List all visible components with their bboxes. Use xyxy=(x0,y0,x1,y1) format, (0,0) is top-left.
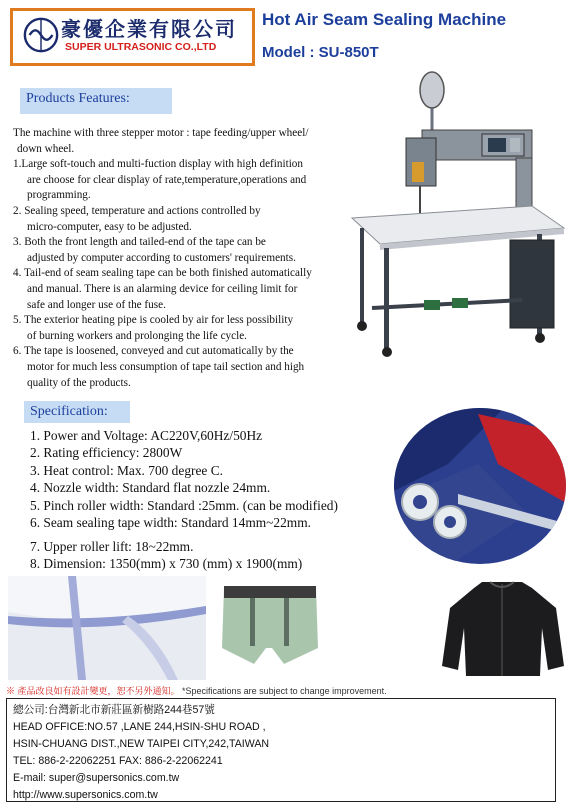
disclaimer-cn: ※ 產品改良如有設計變更，恕不另外通知。 xyxy=(6,686,180,696)
contact-line-address-cn: 總公司:台灣新北市新莊區新樹路244巷57號 xyxy=(13,704,215,716)
spec-item: 5. Pinch roller width: Standard :25mm. (can be modified) xyxy=(30,497,338,513)
specification-list-a xyxy=(30,427,390,531)
underwear-photo xyxy=(214,578,326,670)
contact-line-website[interactable]: http://www.supersonics.com.tw xyxy=(13,789,158,801)
spec-item: 3. Heat control: Max. 700 degree C. xyxy=(30,462,223,478)
spec-item: 1. Power and Voltage: AC220V,60Hz/50Hz xyxy=(30,428,263,443)
feature-item-3-cont: adjusted by computer according to customers' requirements. xyxy=(27,251,296,264)
company-logo xyxy=(10,8,255,66)
feature-item-5: 5. The exterior heating pipe is cooled by air for less possibility xyxy=(13,314,294,327)
contact-box xyxy=(6,698,556,802)
feature-item-3: 3. Both the front length and tailed-end of the tape can be xyxy=(13,236,266,249)
company-logo-mark-icon xyxy=(22,16,60,54)
feature-item-6-cont: quality of the products. xyxy=(27,376,131,389)
feature-item-1: 1.Large soft-touch and multi-fuction display with high definition xyxy=(13,158,303,171)
specification-list-b xyxy=(30,538,360,573)
feature-item-2: 2. Sealing speed, temperature and actions controlled by xyxy=(13,204,261,217)
tape-sample-photo xyxy=(388,404,568,566)
features-intro-line: The machine with three stepper motor : tape feeding/upper wheel/ xyxy=(13,127,309,139)
spec-item: 2. Rating efficiency: 2800W xyxy=(30,445,183,461)
page-title: Hot Air Seam Sealing Machine xyxy=(262,10,507,29)
spec-item: 8. Dimension: 1350(mm) x 730 (mm) x 1900(mm) xyxy=(30,556,303,572)
disclaimer-en: *Specifications are subject to change improvement. xyxy=(182,686,387,696)
features-intro-line: down wheel. xyxy=(17,142,75,155)
feature-item-4-cont: and manual. There is an alarming device for ceiling limit for xyxy=(27,282,298,295)
jacket-photo xyxy=(438,578,568,678)
spec-item: 7. Upper roller lift: 18~22mm. xyxy=(30,539,194,554)
contact-line-phone: TEL: 886-2-22062251 FAX: 886-2-22062241 xyxy=(13,755,223,767)
company-name-cn: 豪優企業有限公司 xyxy=(61,17,237,41)
features-heading: Products Features: xyxy=(20,88,172,114)
feature-item-6: 6. The tape is loosened, conveyed and cut automatically by the xyxy=(13,345,294,358)
garment-seam-photo xyxy=(8,576,206,680)
feature-item-5-cont: of burning workers and prolonging the life cycle. xyxy=(27,329,247,342)
feature-item-1-cont: are choose for clear display of rate,temperature,operations and xyxy=(27,173,307,186)
spec-item: 6. Seam sealing tape width: Standard 14mm~22mm. xyxy=(30,515,311,531)
specification-heading: Specification: xyxy=(24,401,130,423)
machine-photo xyxy=(332,68,568,364)
company-name-en: SUPER ULTRASONIC CO.,LTD xyxy=(65,41,217,53)
contact-line-address-1: HEAD OFFICE:NO.57 ,LANE 244,HSIN-SHU ROAD , xyxy=(13,721,266,733)
disclaimer-note xyxy=(6,684,387,697)
feature-item-1-cont: programming. xyxy=(27,189,91,202)
feature-item-4: 4. Tail-end of seam sealing tape can be both finished automatically xyxy=(13,267,312,280)
spec-item: 4. Nozzle width: Standard flat nozzle 24mm. xyxy=(30,480,271,496)
feature-item-4-cont: safe and longer use of the fuse. xyxy=(27,298,166,311)
contact-line-address-2: HSIN-CHUANG DIST.,NEW TAIPEI CITY,242,TAIWAN xyxy=(13,738,270,750)
model-label: Model : SU-850T xyxy=(262,44,379,61)
feature-item-6-cont: motor for much less consumption of tape tail section and high xyxy=(27,360,305,373)
feature-item-2-cont: micro-computer, easy to be adjusted. xyxy=(27,220,192,233)
contact-line-email[interactable]: E-mail: super@supersonics.com.tw xyxy=(13,772,180,784)
